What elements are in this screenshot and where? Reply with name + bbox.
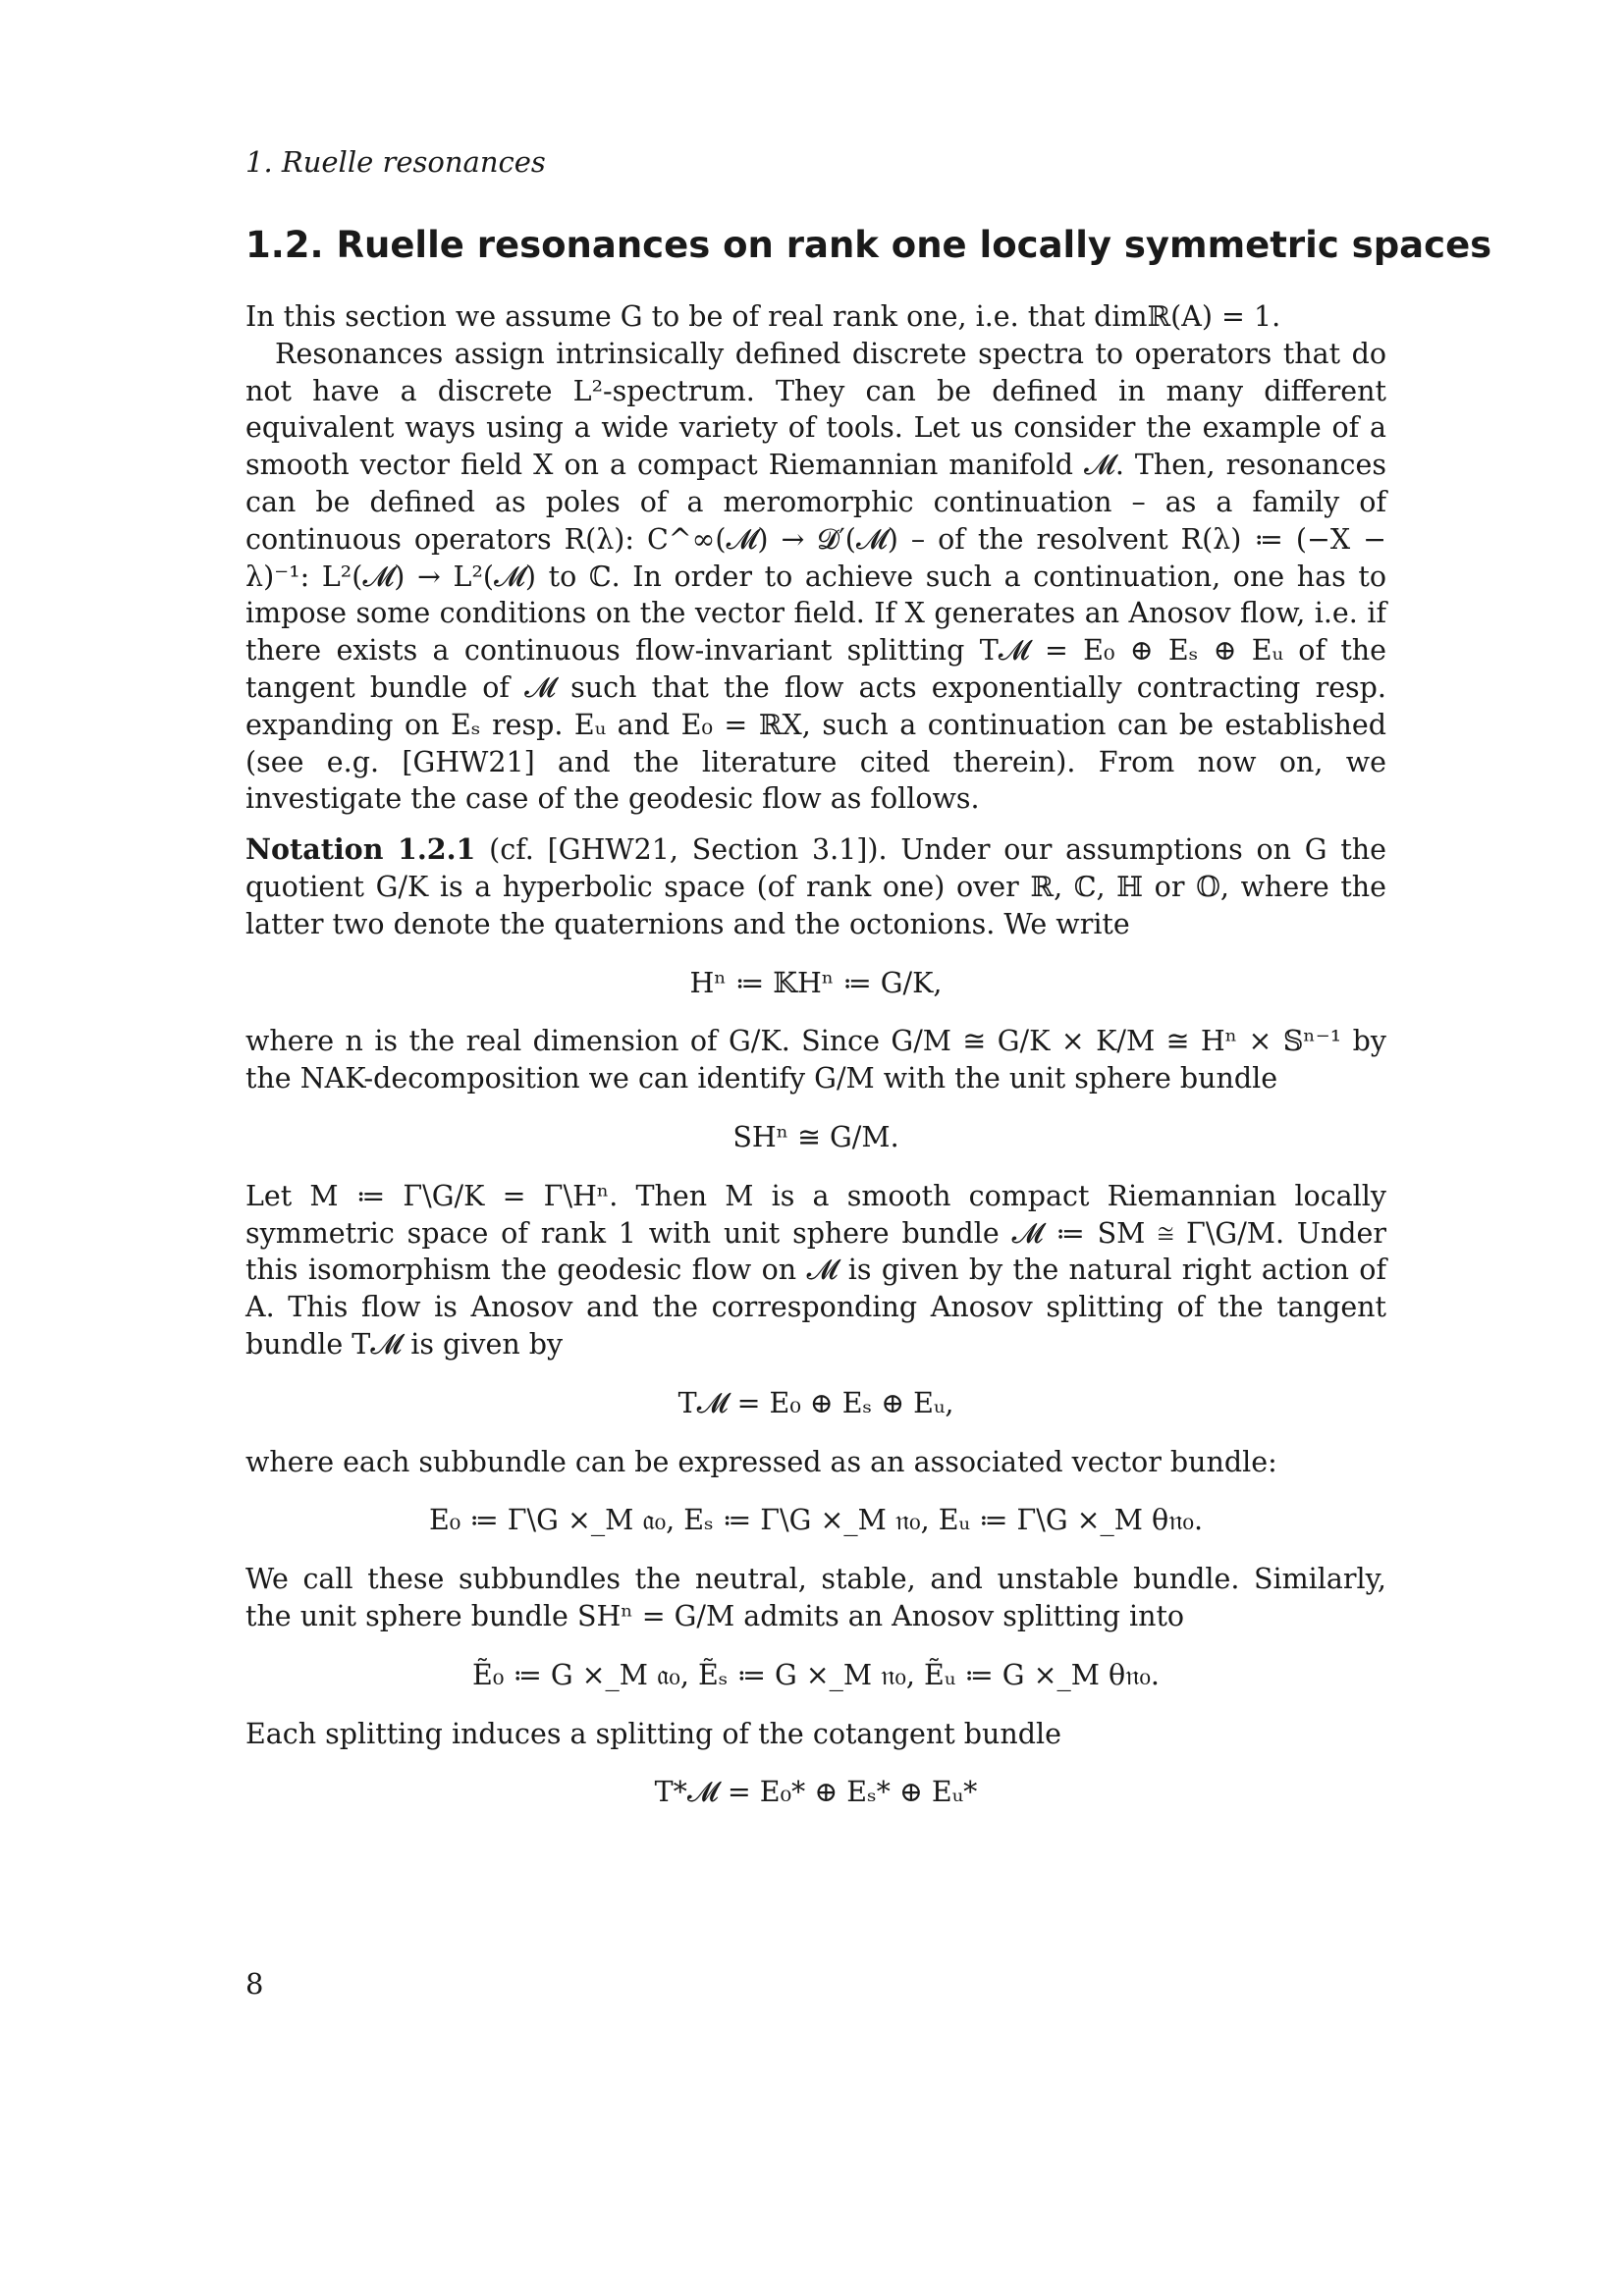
section-title: 1.2. Ruelle resonances on rank one locally symmetric spaces <box>245 224 1492 266</box>
notation-ref: (cf. [GHW21, Section 3.1]). <box>475 833 888 867</box>
paragraph-resonances: Resonances assign intrinsically defined discrete spectra to operators that do not have a discrete L²-spectrum. They can be defined in many different equivalent ways using a wide variety of tools. Let us consider the example of a smooth vector field X on a compact Riemannian manifold 𝓜. Then, resonances can be defined as poles of a meromorphic continuation – as a family of continuous operators R(λ): C^∞(𝓜) → 𝓓′(𝓜) – of the resolvent R(λ) ≔ (−X − λ)⁻¹: L²(𝓜) → L²(𝓜) to ℂ. In order to achieve such a continuation, one has to impose some conditions on the vector field. If X generates an Anosov flow, i.e. if there exists a continuous flow-invariant splitting T𝓜 = E₀ ⊕ Eₛ ⊕ Eᵤ of the tangent bundle of 𝓜 such that the flow acts exponentially contracting resp. expanding on Eₛ resp. Eᵤ and E₀ = ℝX, such a continuation can be established (see e.g. [GHW21] and the literature cited therein). From now on, we investigate the case of the geodesic flow as follows. <box>245 337 1386 816</box>
paragraph-cotangent: Each splitting induces a splitting of the cotangent bundle <box>245 1717 1061 1750</box>
equation-hyperbolic-space: Hⁿ ≔ 𝕂Hⁿ ≔ G/K, <box>689 966 943 999</box>
paragraph-intro: In this section we assume G to be of real rank one, i.e. that dimℝ(A) = 1. <box>245 300 1281 333</box>
notation-label: Notation 1.2.1 <box>245 832 476 867</box>
notation-paragraph <box>245 831 1386 942</box>
equation-sphere-bundle: SHⁿ ≅ G/M. <box>732 1120 899 1153</box>
paragraph-neutral-stable: We call these subbundles the neutral, stable, and unstable bundle. Similarly, the unit sphere bundle SHⁿ = G/M admits an Anosov splitting into <box>245 1563 1386 1632</box>
equation-cotangent-splitting: T*𝓜 = E₀* ⊕ Eₛ* ⊕ Eᵤ* <box>654 1776 978 1809</box>
equation-anosov-splitting: T𝓜 = E₀ ⊕ Eₛ ⊕ Eᵤ, <box>677 1386 954 1419</box>
paragraph-subbundles: where each subbundle can be expressed as an associated vector bundle: <box>245 1445 1277 1478</box>
equation-associated-bundles: E₀ ≔ Γ\G ×_M 𝔞₀, Eₛ ≔ Γ\G ×_M 𝔫₀, Eᵤ ≔ Γ\G ×_M θ𝔫₀. <box>428 1504 1204 1537</box>
running-head: 1. Ruelle resonances <box>245 145 546 179</box>
paragraph-dimension: where n is the real dimension of G/K. Since G/M ≅ G/K × K/M ≅ Hⁿ × 𝕊ⁿ⁻¹ by the NAK-decomposition we can identify G/M with the unit sphere bundle <box>245 1025 1386 1095</box>
equation-lifted-splitting: Ẽ₀ ≔ G ×_M 𝔞₀, Ẽₛ ≔ G ×_M 𝔫₀, Ẽᵤ ≔ G ×_M θ𝔫₀. <box>472 1658 1160 1691</box>
page-number: 8 <box>245 1967 264 2001</box>
paragraph-locally-symmetric: Let M ≔ Γ\G/K = Γ\Hⁿ. Then M is a smooth compact Riemannian locally symmetric space of rank 1 with unit sphere bundle 𝓜 ≔ SM ≅ Γ\G/M. Under this isomorphism the geodesic flow on 𝓜 is given by the natural right action of A. This flow is Anosov and the corresponding Anosov splitting of the tangent bundle T𝓜 is given by <box>245 1179 1386 1361</box>
body-text <box>245 298 1386 1833</box>
notation-text: Under our assumptions on G the quotient G/K is a hyperbolic space (of rank one) over ℝ, ℂ, ℍ or 𝕆, where the latter two denote the quaternions and the octonions. We write <box>245 833 1386 940</box>
